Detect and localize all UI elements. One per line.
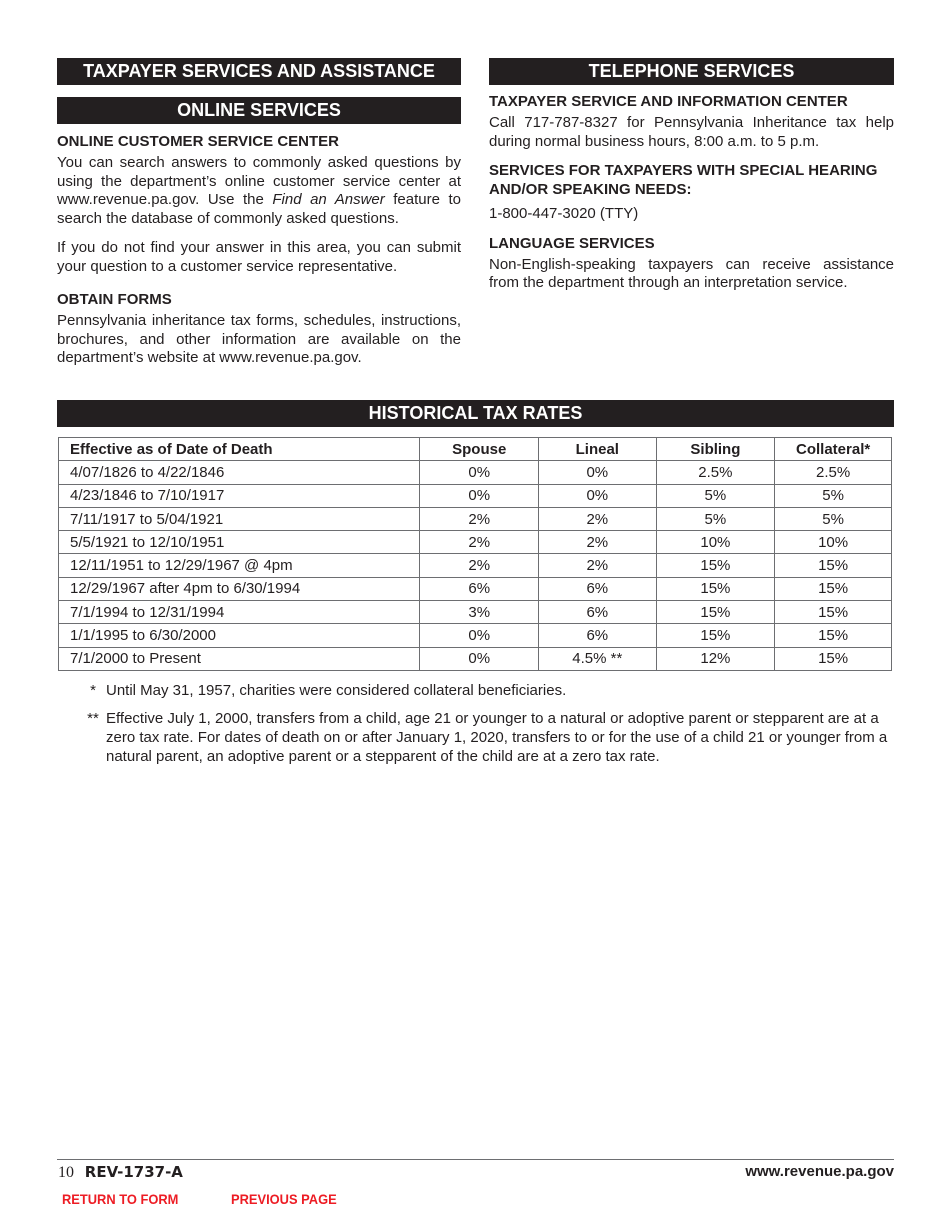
rate-cell: 15%	[656, 577, 775, 600]
previous-page-link[interactable]: PREVIOUS PAGE	[231, 1191, 337, 1207]
rate-cell: 5%	[656, 507, 775, 530]
rate-cell: 0%	[420, 647, 539, 670]
date-range-cell: 12/11/1951 to 12/29/1967 @ 4pm	[59, 554, 420, 577]
historical-tax-rates-header: HISTORICAL TAX RATES	[57, 400, 894, 427]
footnote	[80, 681, 892, 700]
tty-number: 1-800-447-3020 (TTY)	[489, 205, 639, 222]
rate-cell: 2.5%	[775, 461, 892, 484]
table-row	[59, 531, 892, 554]
page-identifier	[58, 1163, 183, 1182]
date-range-cell: 7/11/1917 to 5/04/1921	[59, 507, 420, 530]
date-range-cell: 12/29/1967 after 4pm to 6/30/1994	[59, 577, 420, 600]
table-row	[59, 484, 892, 507]
column-header-date: Effective as of Date of Death	[59, 438, 420, 461]
historical-tax-rates-section	[57, 400, 894, 671]
special-needs-heading: SERVICES FOR TAXPAYERS WITH SPECIAL HEARING AND/OR SPEAKING NEEDS:	[489, 162, 878, 198]
column-header-collateral: Collateral*	[775, 438, 892, 461]
date-range-cell: 4/07/1826 to 4/22/1846	[59, 461, 420, 484]
rate-cell: 2%	[539, 554, 657, 577]
taxpayer-services-header: TAXPAYER SERVICES AND ASSISTANCE	[57, 58, 461, 85]
rate-cell: 3%	[420, 601, 539, 624]
rate-cell: 10%	[656, 531, 775, 554]
obtain-forms-paragraph: Pennsylvania inheritance tax forms, schedules, instructions, brochures, and other information are available on the department’s website at www.revenue.pa.gov.	[57, 312, 461, 366]
taxpayer-service-center-heading: TAXPAYER SERVICE AND INFORMATION CENTER	[489, 93, 848, 110]
obtain-forms-heading: OBTAIN FORMS	[57, 291, 172, 308]
rate-cell: 15%	[775, 554, 892, 577]
rate-cell: 2.5%	[656, 461, 775, 484]
rate-cell: 10%	[775, 531, 892, 554]
form-id: REV-1737-A	[84, 1163, 183, 1181]
rate-cell: 15%	[656, 554, 775, 577]
table-row	[59, 507, 892, 530]
return-to-form-link[interactable]: RETURN TO FORM	[62, 1191, 179, 1207]
rate-cell: 15%	[656, 601, 775, 624]
rate-cell: 2%	[420, 554, 539, 577]
column-header-lineal: Lineal	[539, 438, 657, 461]
footnote-text: Until May 31, 1957, charities were considered collateral beneficiaries.	[106, 682, 567, 699]
table-row	[59, 647, 892, 670]
rate-cell: 2%	[420, 507, 539, 530]
rate-cell: 15%	[775, 601, 892, 624]
tax-rates-table	[58, 437, 892, 671]
rate-cell: 2%	[420, 531, 539, 554]
rate-cell: 5%	[775, 484, 892, 507]
table-row	[59, 554, 892, 577]
online-services-header: ONLINE SERVICES	[57, 97, 461, 124]
rate-cell: 6%	[420, 577, 539, 600]
table-row	[59, 624, 892, 647]
column-header-spouse: Spouse	[420, 438, 539, 461]
table-row	[59, 461, 892, 484]
rate-cell: 15%	[775, 624, 892, 647]
rate-cell: 12%	[656, 647, 775, 670]
rate-cell: 0%	[539, 484, 657, 507]
rate-cell: 4.5% **	[539, 647, 657, 670]
page-number: 10	[58, 1164, 74, 1181]
date-range-cell: 1/1/1995 to 6/30/2000	[59, 624, 420, 647]
footnotes	[80, 681, 892, 766]
rate-cell: 0%	[420, 624, 539, 647]
rate-cell: 0%	[420, 484, 539, 507]
rate-cell: 15%	[775, 577, 892, 600]
date-range-cell: 4/23/1846 to 7/10/1917	[59, 484, 420, 507]
rate-cell: 0%	[539, 461, 657, 484]
telephone-services-header: TELEPHONE SERVICES	[489, 58, 894, 85]
table-row	[59, 577, 892, 600]
rate-cell: 6%	[539, 624, 657, 647]
online-customer-service-paragraph: You can search answers to commonly asked questions by using the department’s online customer service center at www.revenue.pa.gov. Use the Find an Answer feature to search the database of commonly asked questions.	[57, 154, 461, 227]
footnote-mark: **	[87, 710, 99, 727]
online-customer-service-heading: ONLINE CUSTOMER SERVICE CENTER	[57, 133, 339, 150]
rate-cell: 5%	[775, 507, 892, 530]
taxpayer-service-center-paragraph: Call 717-787-8327 for Pennsylvania Inheritance tax help during normal business hours, 8:00 a.m. to 5 p.m.	[489, 114, 894, 150]
rate-cell: 15%	[775, 647, 892, 670]
rate-cell: 2%	[539, 507, 657, 530]
footnote-mark: *	[90, 682, 96, 699]
column-header-sibling: Sibling	[656, 438, 775, 461]
taxpayer-services-column	[57, 58, 461, 368]
language-services-heading: LANGUAGE SERVICES	[489, 234, 655, 252]
language-services-paragraph: Non-English-speaking taxpayers can receive assistance from the department through an interpretation service.	[489, 255, 894, 291]
rate-cell: 6%	[539, 601, 657, 624]
page-footer	[57, 1159, 894, 1181]
rate-cell: 6%	[539, 577, 657, 600]
rate-cell: 15%	[656, 624, 775, 647]
rate-cell: 2%	[539, 531, 657, 554]
rate-cell: 0%	[420, 461, 539, 484]
table-row	[59, 601, 892, 624]
telephone-services-column	[489, 58, 894, 293]
website-address: www.revenue.pa.gov	[745, 1163, 894, 1180]
date-range-cell: 5/5/1921 to 12/10/1951	[59, 531, 420, 554]
footnote	[80, 709, 892, 766]
tax-rates-header-row	[59, 438, 892, 461]
date-range-cell: 7/1/2000 to Present	[59, 647, 420, 670]
footnote-text: Effective July 1, 2000, transfers from a child, age 21 or younger to a natural or adoptive parent or stepparent are at a zero tax rate. For dates of death on or after January 1, 2020, transfers to or for the use of a child 21 or younger from a natural parent, an adoptive parent or a stepparent of the child are at a zero tax rate.	[106, 710, 888, 765]
rate-cell: 5%	[656, 484, 775, 507]
date-range-cell: 7/1/1994 to 12/31/1994	[59, 601, 420, 624]
submit-question-paragraph: If you do not find your answer in this area, you can submit your question to a customer service representative.	[57, 239, 461, 275]
